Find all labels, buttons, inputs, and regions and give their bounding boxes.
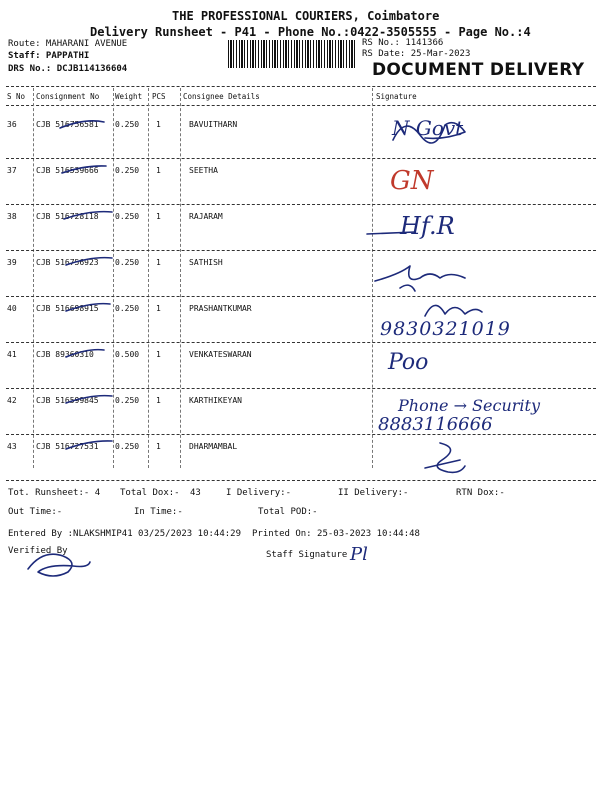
row-consignment: CJB 516698915	[36, 304, 99, 313]
ii-delivery: II Delivery:-	[338, 488, 409, 498]
row-consignment: CJB 516756581	[36, 120, 99, 129]
row-sno: 36	[7, 120, 17, 129]
row-consignment: CJB 516727531	[36, 442, 99, 451]
row-pcs: 1	[156, 258, 161, 267]
col-pcs: PCS	[152, 92, 166, 101]
col-consignment: Consignment No	[36, 92, 100, 101]
row-pcs: 1	[156, 350, 161, 359]
verified-by: Verified By	[8, 546, 68, 556]
row-consignee: SEETHA	[189, 166, 218, 175]
row-consignment: CJB 516599845	[36, 396, 99, 405]
row-weight: 0.250	[115, 212, 140, 221]
row-weight: 0.500	[115, 350, 140, 359]
row-sno: 39	[7, 258, 17, 267]
entered-by: Entered By :NLAKSHMIP41 03/25/2023 10:44:29	[8, 529, 241, 539]
row-pcs: 1	[156, 396, 161, 405]
row-consignment: CJB 516539666	[36, 166, 99, 175]
signature-row-43	[420, 438, 480, 478]
signature-row-38: Hf.R	[400, 212, 455, 240]
in-time: In Time:-	[134, 507, 183, 517]
row-weight: 0.250	[115, 120, 140, 129]
staff-label: Staff: PAPPATHI	[8, 51, 90, 61]
row-sno: 42	[7, 396, 17, 405]
col-consignee: Consignee Details	[183, 92, 260, 101]
row-sno: 38	[7, 212, 17, 221]
row-weight: 0.250	[115, 258, 140, 267]
total-dox-label: Total Dox:-	[120, 488, 180, 498]
route-label: Route: MAHARANI AVENUE	[8, 39, 128, 49]
total-dox-value: 43	[190, 488, 201, 498]
row-pcs: 1	[156, 442, 161, 451]
col-weight: Weight	[115, 92, 143, 101]
row-consignee: DHARMAMBAL	[189, 442, 238, 451]
signature-row-36: N Govt	[392, 116, 464, 140]
signature-stroke	[365, 224, 425, 244]
row-consignee: RAJARAM	[189, 212, 223, 221]
tot-runsheet: Tot. Runsheet:- 4	[8, 488, 101, 498]
row-sno: 40	[7, 304, 17, 313]
rtn-dox: RTN Dox:-	[456, 488, 505, 498]
row-pcs: 1	[156, 212, 161, 221]
row-pcs: 1	[156, 304, 161, 313]
col-sno: S No	[7, 92, 26, 101]
row-consignee: PRASHANTKUMAR	[189, 304, 252, 313]
signature-row-42-note: Phone → Security	[398, 396, 540, 415]
row-weight: 0.250	[115, 304, 140, 313]
rs-date: RS Date: 25-Mar-2023	[362, 49, 471, 59]
signature-scribble	[385, 110, 475, 150]
row-consignee: KARTHIKEYAN	[189, 396, 242, 405]
col-signature: Signature	[376, 92, 417, 101]
rs-number: RS No.: 1141366	[362, 38, 444, 48]
out-time: Out Time:-	[8, 507, 63, 517]
i-delivery: I Delivery:-	[226, 488, 292, 498]
row-sno: 37	[7, 166, 17, 175]
row-consignee: VENKATESWARAN	[189, 350, 252, 359]
runsheet-title: Delivery Runsheet - P41 - Phone No.:0422-3505555 - Page No.:4	[90, 25, 531, 39]
row-weight: 0.250	[115, 396, 140, 405]
staff-signature-label: Staff Signature	[266, 550, 348, 560]
row-sno: 43	[7, 442, 17, 451]
total-pod: Total POD:-	[258, 507, 318, 517]
signature-row-39	[370, 256, 480, 296]
row-rule	[6, 480, 596, 481]
row-weight: 0.250	[115, 442, 140, 451]
signature-row-37: GN	[390, 166, 434, 196]
drs-number: DRS No.: DCJB114136604	[8, 64, 128, 74]
staff-signature-mark: Pl	[350, 544, 368, 565]
row-weight: 0.250	[115, 166, 140, 175]
row-consignment: CJB 89360310	[36, 350, 94, 359]
signature-row-40-phone: 9830321019	[380, 318, 511, 340]
row-consignee: BAVUITHARN	[189, 120, 238, 129]
printed-on: Printed On: 25-03-2023 10:44:48	[252, 529, 420, 539]
verified-signature	[18, 544, 98, 584]
row-consignment: CJB 516728118	[36, 212, 99, 221]
row-consignment: CJB 516756923	[36, 258, 99, 267]
row-pcs: 1	[156, 166, 161, 175]
document-delivery-stamp: DOCUMENT DELIVERY	[372, 60, 585, 80]
signature-row-42-phone: 8883116666	[378, 414, 493, 435]
company-title: THE PROFESSIONAL COURIERS, Coimbatore	[172, 9, 440, 23]
signature-row-41: Poo	[388, 350, 429, 375]
row-pcs: 1	[156, 120, 161, 129]
row-sno: 41	[7, 350, 17, 359]
row-consignee: SATHISH	[189, 258, 223, 267]
